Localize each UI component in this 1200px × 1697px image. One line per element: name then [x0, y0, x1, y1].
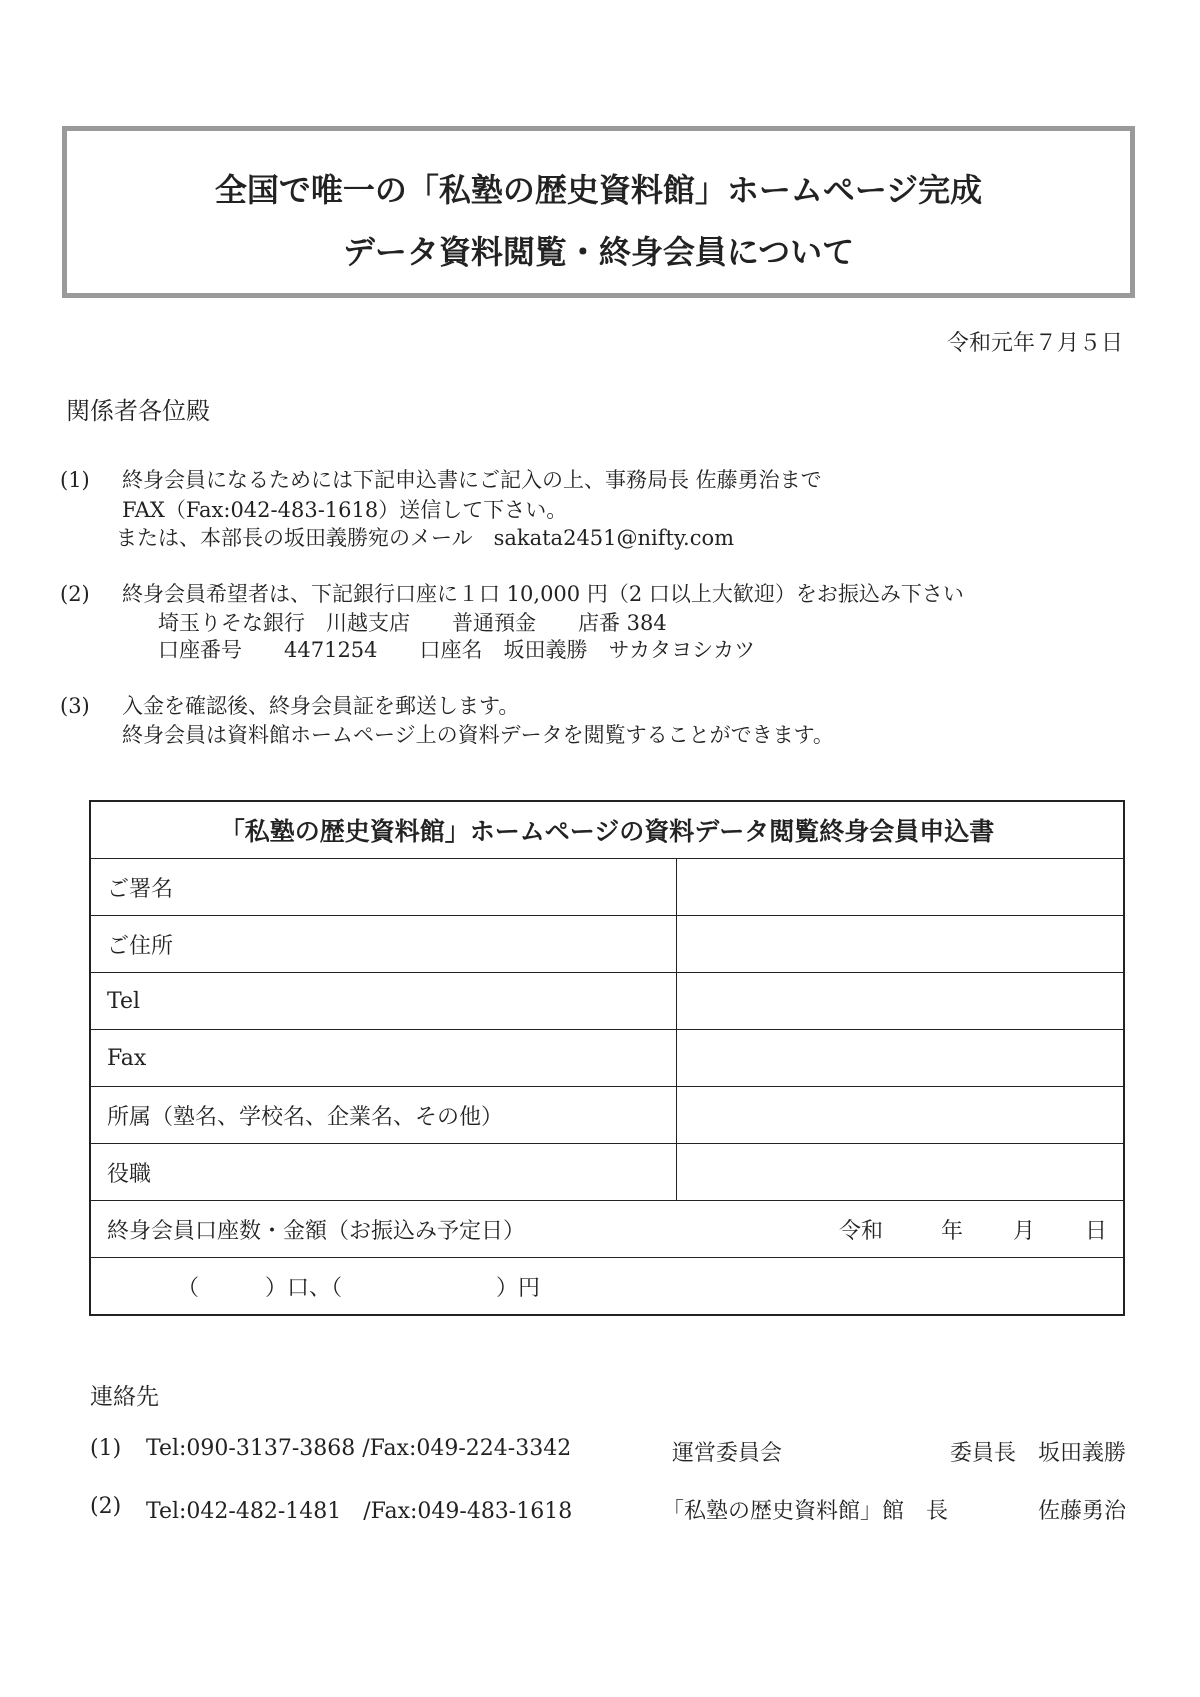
contact-role: 委員長 坂田義勝 — [949, 1441, 1126, 1466]
units-amount-line: （ ）口、（ ）円 — [177, 1275, 541, 1301]
item-line: 埼玉りそな銀行 川越支店 普通預金 店番 384 — [158, 611, 667, 635]
form-label: 役職 — [90, 1144, 677, 1201]
form-label: ご署名 — [90, 859, 677, 916]
units-amount-field[interactable] — [90, 1258, 1124, 1316]
item-line: 口座番号 4471254 口座名 坂田義勝 サカタヨシカツ — [158, 638, 756, 662]
form-row-affiliation — [90, 1087, 1124, 1144]
form-heading: 「私塾の歴史資料館」ホームページの資料データ閲覧終身会員申込書 — [90, 801, 1124, 859]
form-label: 所属（塾名、学校名、企業名、その他） — [90, 1087, 677, 1144]
form-row-units — [90, 1258, 1124, 1316]
month-label: 月 — [1012, 1218, 1035, 1244]
contact-phone: Tel:090-3137-3868 /Fax:049-224-3342 — [146, 1436, 572, 1461]
title-line-2: データ資料閲覧・終身会員について — [342, 233, 855, 271]
form-row-signature — [90, 859, 1124, 916]
contact-org: 「私塾の歴史資料館」館 長 — [662, 1499, 949, 1524]
title-box — [62, 126, 1135, 298]
era-label: 令和 — [838, 1218, 883, 1244]
title-line-1: 全国で唯一の「私塾の歴史資料館」ホームページ完成 — [214, 171, 983, 209]
fax-field[interactable] — [677, 1030, 1125, 1087]
item-line: FAX（Fax:042-483-1618）送信して下さい。 — [122, 498, 568, 522]
affiliation-field[interactable] — [677, 1087, 1125, 1144]
address-field[interactable] — [677, 916, 1125, 973]
item-number: (1) — [60, 468, 90, 492]
form-row-position — [90, 1144, 1124, 1201]
form-row-address — [90, 916, 1124, 973]
tel-field[interactable] — [677, 973, 1125, 1030]
signature-field[interactable] — [677, 859, 1125, 916]
item-number: (3) — [60, 694, 90, 718]
contact-heading: 連絡先 — [90, 1384, 159, 1410]
form-label: Tel — [90, 973, 677, 1030]
item-line: または、本部長の坂田義勝宛のメール sakata2451@nifty.com — [116, 526, 735, 550]
item-line: 入金を確認後、終身会員証を郵送します。 — [122, 694, 520, 718]
contact-number: (1) — [90, 1436, 122, 1461]
position-field[interactable] — [677, 1144, 1125, 1201]
item-line: 終身会員は資料館ホームページ上の資料データを閲覧することができます。 — [122, 723, 834, 747]
contact-org: 運営委員会 — [672, 1441, 783, 1466]
year-label: 年 — [940, 1218, 963, 1244]
item-line: 終身会員になるためには下記申込書にご記入の上、事務局長 佐藤勇治まで — [122, 468, 822, 492]
payment-label: 終身会員口座数・金額（お振込み予定日） — [107, 1218, 526, 1244]
form-row-tel — [90, 973, 1124, 1030]
form-label: Fax — [90, 1030, 677, 1087]
payment-date — [839, 1214, 1107, 1245]
addressee: 関係者各位殿 — [66, 397, 210, 425]
contact-role: 佐藤勇治 — [1037, 1499, 1126, 1524]
contact-number: (2) — [90, 1494, 122, 1519]
application-form — [89, 800, 1125, 1316]
form-label: ご住所 — [90, 916, 677, 973]
contact-phone: Tel:042-482-1481 /Fax:049-483-1618 — [146, 1499, 573, 1524]
form-row-fax — [90, 1030, 1124, 1087]
payment-date-field[interactable] — [90, 1201, 1124, 1258]
document-date: 令和元年７月５日 — [946, 331, 1123, 356]
item-line: 終身会員希望者は、下記銀行口座に１口 10,000 円（2 口以上大歓迎）をお振込み下さい — [122, 582, 964, 606]
day-label: 日 — [1084, 1218, 1107, 1244]
form-row-payment — [90, 1201, 1124, 1258]
item-number: (2) — [60, 582, 90, 606]
